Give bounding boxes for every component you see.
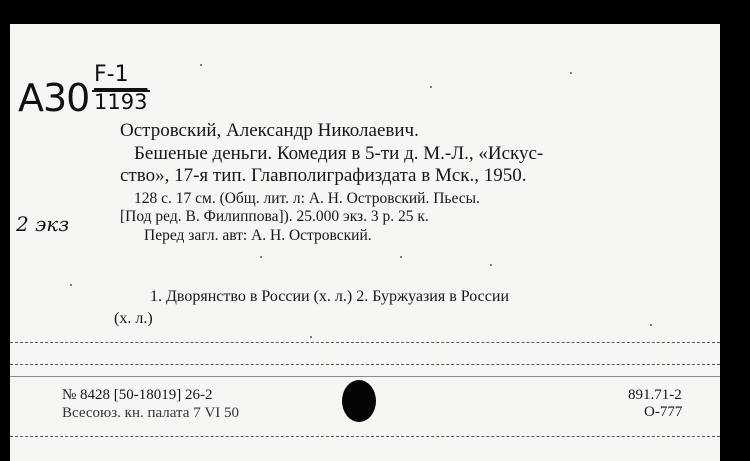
subject-headings-line-1: 1. Дворянство в России (х. л.) 2. Буржуазия в России bbox=[150, 288, 509, 305]
scan-speck bbox=[310, 336, 312, 338]
scan-border-top bbox=[0, 0, 750, 24]
record-imprint-line: ство», 17-я тип. Главполиграфиздата в Мск., 1950. bbox=[120, 165, 527, 186]
subject-headings-line-2: (х. л.) bbox=[114, 310, 153, 327]
record-title-line: Бешеные деньги. Комедия в 5-ти д. М.-Л., «Искус- bbox=[134, 143, 544, 164]
scan-speck bbox=[70, 284, 72, 286]
card-rule-dashed bbox=[10, 436, 720, 437]
scan-speck bbox=[490, 264, 492, 266]
card-rule-solid bbox=[10, 376, 720, 377]
footer-card-number: № 8428 [50-18019] 26-2 bbox=[62, 387, 213, 403]
margin-note-copies: 2 экз bbox=[16, 212, 70, 236]
card-rule-dashed bbox=[10, 342, 720, 343]
footer-book-chamber: Всесоюз. кн. палата 7 VI 50 bbox=[62, 405, 240, 421]
record-author: Островский, Александр Николаевич. bbox=[120, 120, 419, 141]
shelfmark-top: F-1 bbox=[94, 62, 129, 87]
scan-speck bbox=[260, 256, 262, 258]
shelfmark-bottom: 1193 bbox=[94, 90, 148, 114]
record-collation-line: 128 с. 17 см. (Общ. лит. л: А. Н. Островский. Пьесы. bbox=[134, 190, 480, 207]
scan-speck bbox=[430, 86, 432, 88]
card-rule-dashed bbox=[10, 364, 720, 365]
catalog-card bbox=[10, 24, 720, 461]
record-note-line: Перед загл. авт: А. Н. Островский. bbox=[144, 227, 372, 244]
footer-class-code: 891.71-2 bbox=[628, 387, 682, 403]
scan-speck bbox=[400, 256, 402, 258]
record-series-line: [Под ред. В. Филиппова]). 25.000 экз. 3 р. 25 к. bbox=[120, 208, 429, 225]
scan-speck bbox=[570, 72, 572, 74]
scan-speck bbox=[200, 64, 202, 66]
shelfmark-main: А30 bbox=[18, 76, 90, 120]
scan-border-right bbox=[720, 0, 750, 461]
card-punch-hole bbox=[342, 380, 376, 422]
scan-speck bbox=[650, 324, 652, 326]
footer-author-mark: О-777 bbox=[644, 404, 683, 420]
